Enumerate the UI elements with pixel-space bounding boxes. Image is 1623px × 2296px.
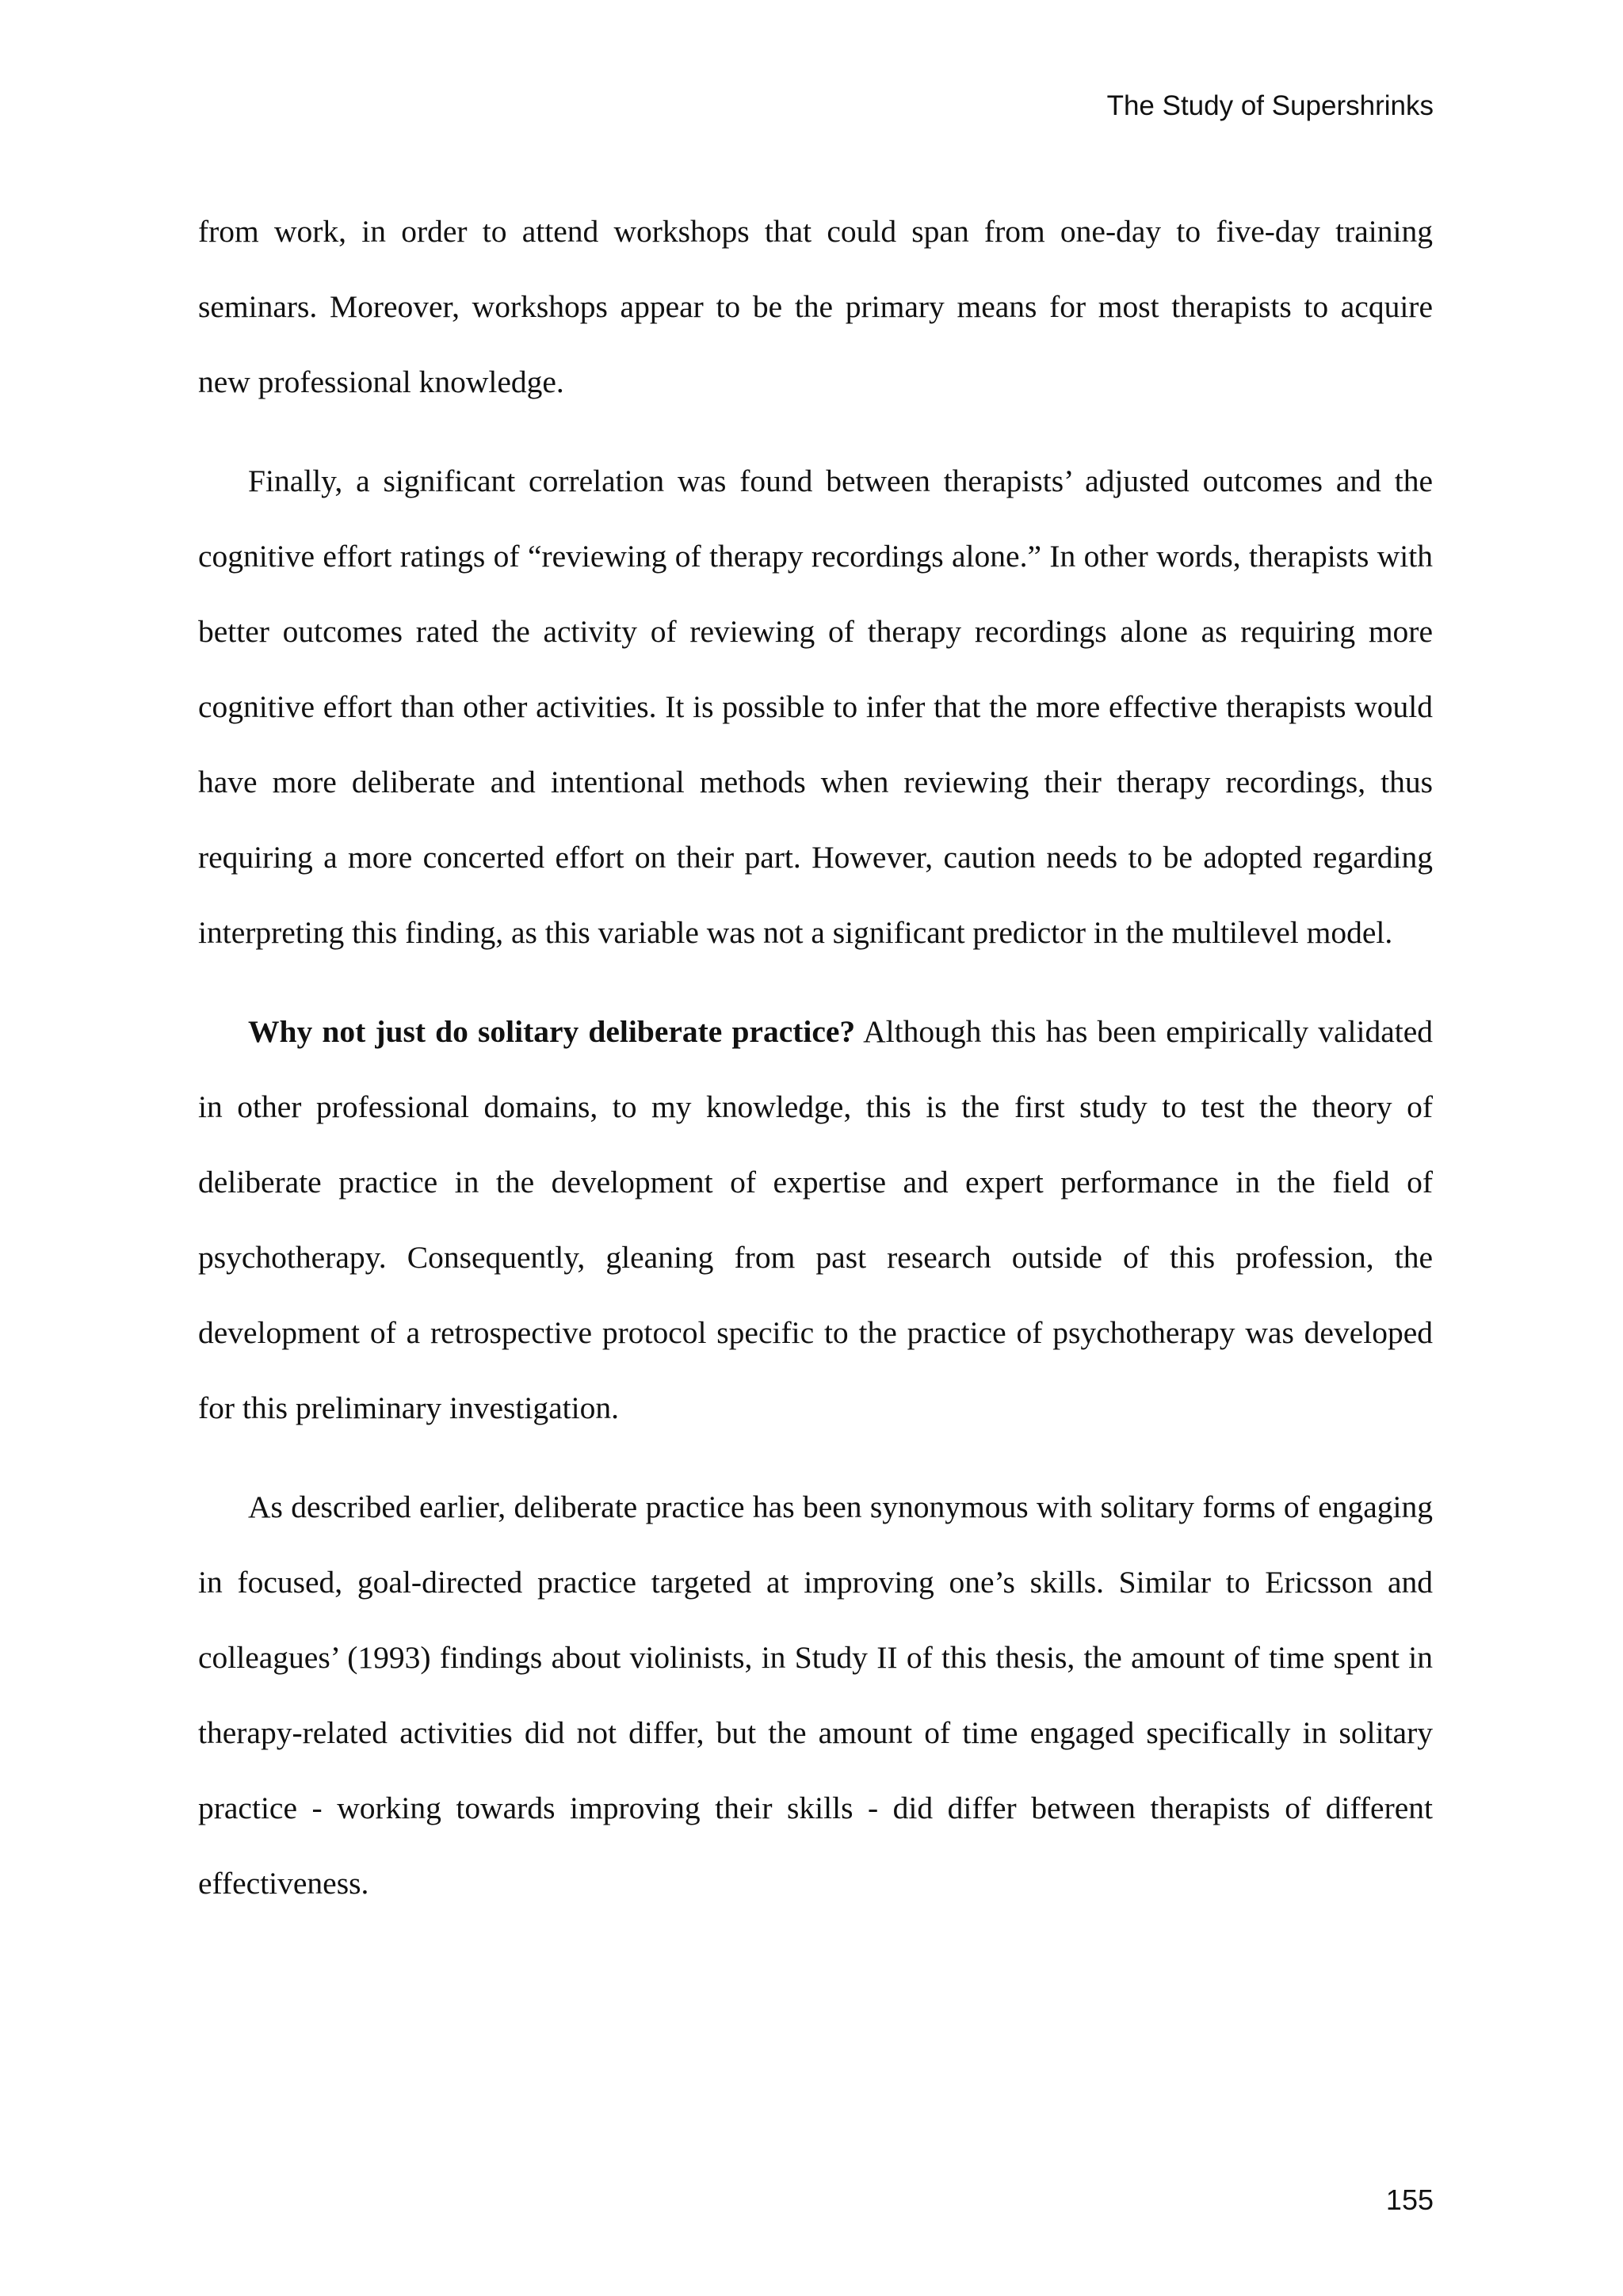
section-run-in-heading: Why not just do solitary deliberate practice? (248, 1014, 856, 1049)
page-number: 155 (1385, 2183, 1434, 2216)
paragraph-solitary-practice (198, 994, 1433, 1446)
body-text (198, 194, 1433, 1945)
paragraph-deliberate-practice: As described earlier, deliberate practice has been synonymous with solitary forms of engaging in focused, goal-directed practice targeted at improving one’s skills. Similar to Ericsson and colleagues’ (1993) findings about violinists, in Study II of this thesis, the amount of time spent in therapy-related activities did not differ, but the amount of time engaged specifically in solitary practice - working towards improving their skills - did differ between therapists of different effectiveness. (198, 1489, 1433, 1901)
running-header: The Study of Supershrinks (1106, 90, 1434, 121)
paragraph-workshops: from work, in order to attend workshops that could span from one-day to five-day training seminars. Moreover, workshops appear to be the primary means for most therapists to acquire new professional knowledge. (198, 214, 1433, 399)
paragraph-cognitive-effort: Finally, a significant correlation was found between therapists’ adjusted outcomes and the cognitive effort ratings of “reviewing of therapy recordings alone.” In other words, therapists with better outcomes rated the activity of reviewing of therapy recordings alone as requiring more cognitive effort than other activities. It is possible to infer that the more effective therapists would have more deliberate and intentional methods when reviewing their therapy recordings, thus requiring a more concerted effort on their part. However, caution needs to be adopted regarding interpreting this finding, as this variable was not a significant predictor in the multilevel model. (198, 463, 1433, 950)
paragraph-solitary-practice-text: Although this has been empirically validated in other professional domains, to my knowledge, this is the first study to test the theory of deliberate practice in the development of expertise and expert performance in the field of psychotherapy. Consequently, gleaning from past research outside of this profession, the development of a retrospective protocol specific to the practice of psychotherapy was developed for this preliminary investigation. (198, 1014, 1433, 1425)
